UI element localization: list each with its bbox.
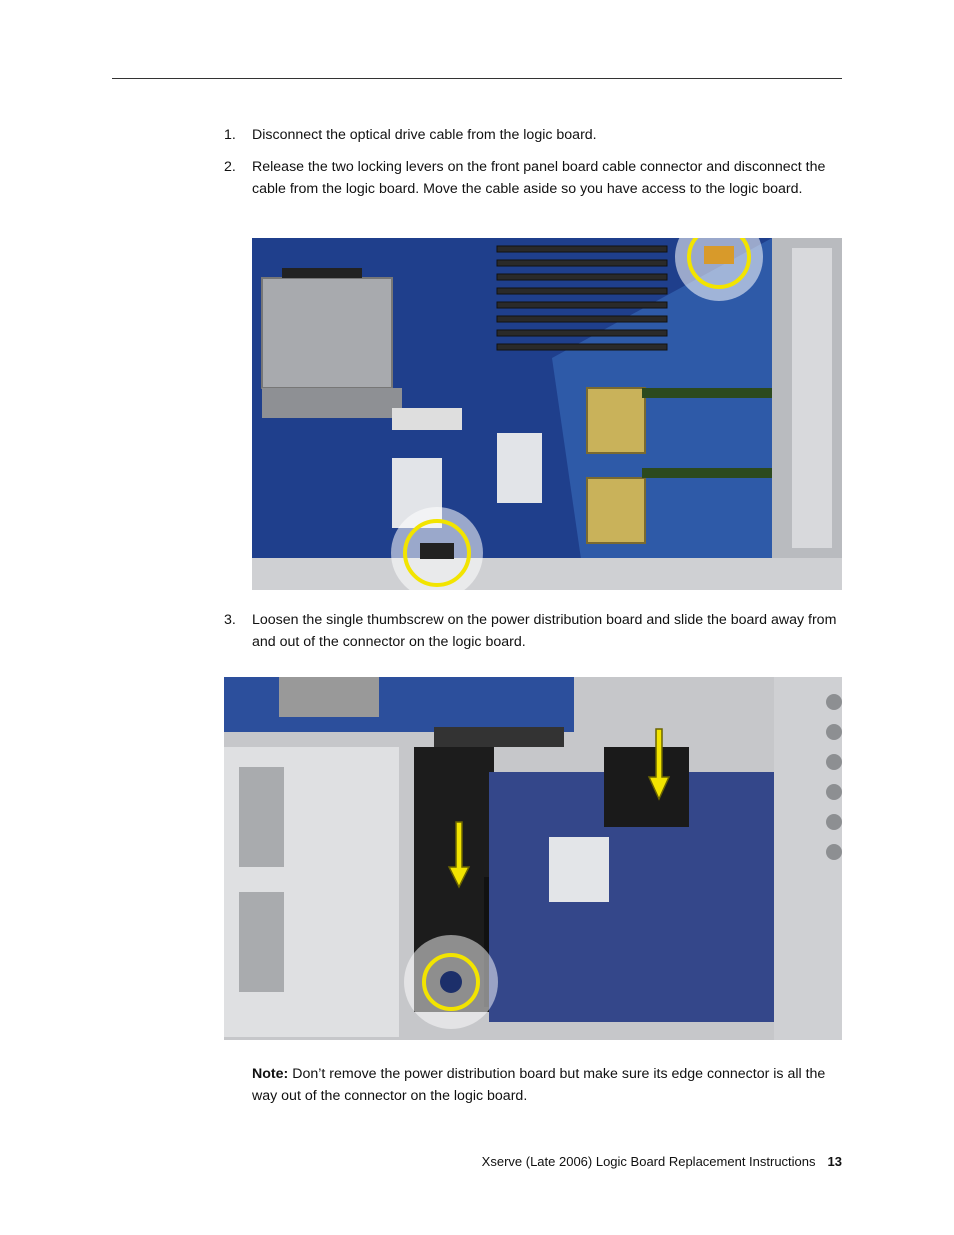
note-paragraph bbox=[252, 1064, 844, 1107]
note-text: Don’t remove the power distribution board but make sure its edge connector is all the way out of the connector on the logic board. bbox=[252, 1066, 826, 1104]
header-rule bbox=[112, 78, 842, 79]
step-number: 3. bbox=[224, 612, 236, 628]
page-footer bbox=[482, 1152, 842, 1172]
step-number: 2. bbox=[224, 159, 236, 175]
step-text: Loosen the single thumbscrew on the power distribution board and slide the board away from and out of the connector on the logic board. bbox=[252, 612, 837, 650]
note-label: Note: bbox=[252, 1066, 289, 1082]
step-text: Disconnect the optical drive cable from the logic board. bbox=[252, 127, 597, 143]
step-text: Release the two locking levers on the front panel board cable connector and disconnect the cable from the logic board. Move the cable aside so you have access to the logic board. bbox=[252, 159, 826, 197]
step-number: 1. bbox=[224, 127, 236, 143]
power-distribution-board-photo bbox=[224, 677, 842, 1040]
footer-title: Xserve (Late 2006) Logic Board Replacement Instructions bbox=[481, 1154, 816, 1169]
logic-board-photo bbox=[252, 238, 842, 590]
page-number: 13 bbox=[827, 1154, 842, 1169]
